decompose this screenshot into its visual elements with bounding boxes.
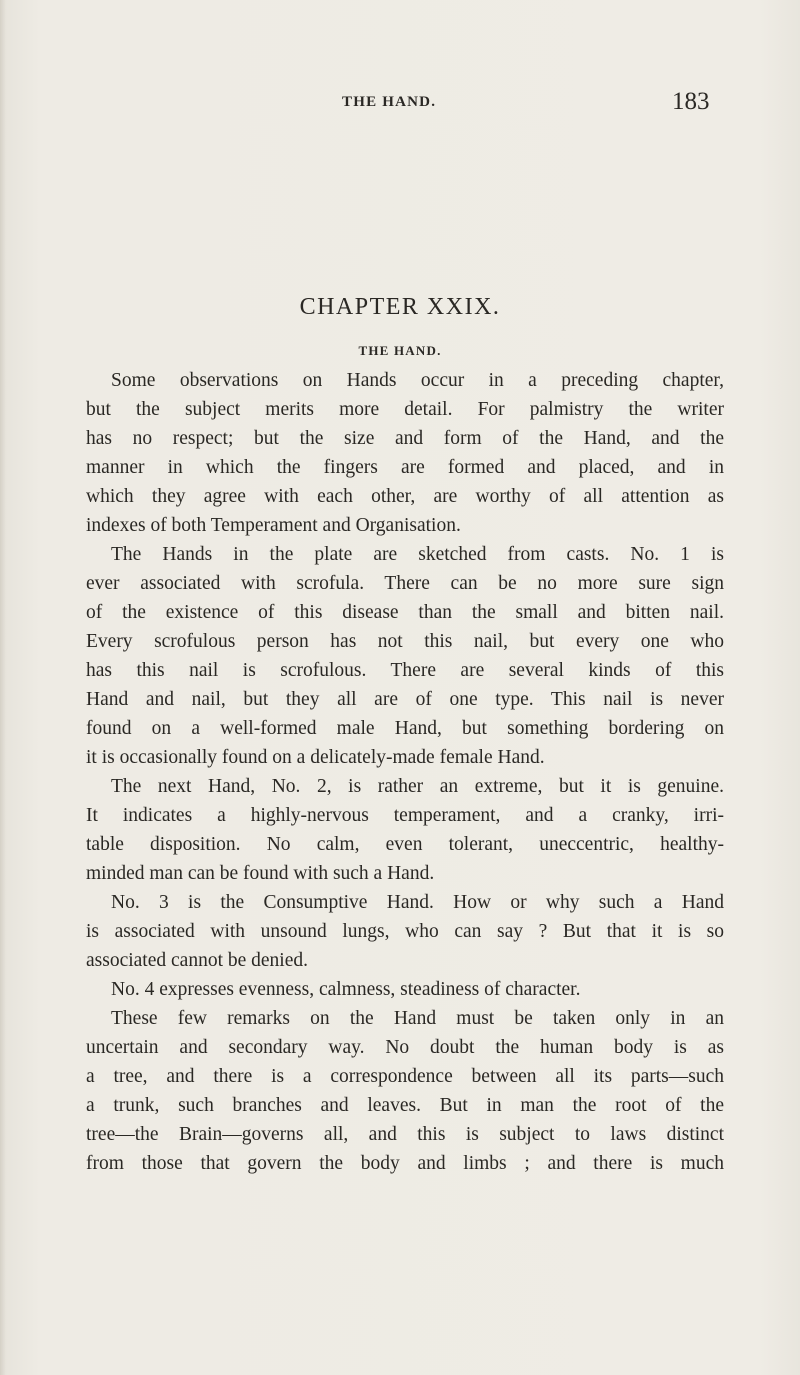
text-line: Some observations on Hands occur in a preceding chapter, bbox=[111, 370, 724, 391]
text-line: a trunk, such branches and leaves. But in man the root of the bbox=[86, 1095, 724, 1116]
text-line: No. 3 is the Consumptive Hand. How or why such a Hand bbox=[111, 892, 724, 913]
page-edge-shadow bbox=[0, 0, 6, 1375]
chapter-title: CHAPTER XXIX. bbox=[299, 294, 501, 320]
text-line: It indicates a highly-nervous temperament, and a cranky, irri- bbox=[86, 805, 724, 826]
text-line: No. 4 expresses evenness, calmness, steadiness of character. bbox=[111, 979, 581, 1000]
page-number: 183 bbox=[672, 88, 710, 115]
text-line: associated cannot be denied. bbox=[86, 950, 308, 971]
text-line: has this nail is scrofulous. There are several kinds of this bbox=[86, 660, 724, 681]
text-line: a tree, and there is a correspondence between all its parts—such bbox=[86, 1066, 724, 1087]
text-line: but the subject merits more detail. For palmistry the writer bbox=[86, 399, 724, 420]
body-text bbox=[86, 366, 724, 1178]
text-line: from those that govern the body and limbs ; and there is much bbox=[86, 1153, 724, 1174]
text-line: has no respect; but the size and form of the Hand, and the bbox=[86, 428, 724, 449]
running-title: THE HAND. bbox=[342, 94, 437, 110]
text-line: The next Hand, No. 2, is rather an extreme, but it is genuine. bbox=[111, 776, 724, 797]
text-line: found on a well-formed male Hand, but something bordering on bbox=[86, 718, 724, 739]
chapter-subtitle: THE HAND. bbox=[358, 343, 442, 358]
text-line: The Hands in the plate are sketched from casts. No. 1 is bbox=[111, 544, 724, 565]
text-line: of the existence of this disease than the small and bitten nail. bbox=[86, 602, 724, 623]
text-line: table disposition. No calm, even tolerant, uneccentric, healthy- bbox=[86, 834, 724, 855]
text-line: Every scrofulous person has not this nail, but every one who bbox=[86, 631, 724, 652]
text-line: tree—the Brain—governs all, and this is subject to laws distinct bbox=[86, 1124, 724, 1145]
running-head bbox=[342, 88, 742, 128]
text-line: manner in which the fingers are formed and placed, and in bbox=[86, 457, 724, 478]
text-line: it is occasionally found on a delicately-made female Hand. bbox=[86, 747, 545, 768]
text-line: Hand and nail, but they all are of one type. This nail is never bbox=[86, 689, 724, 710]
text-line: which they agree with each other, are worthy of all attention as bbox=[86, 486, 724, 507]
text-line: ever associated with scrofula. There can be no more sure sign bbox=[86, 573, 724, 594]
text-line: is associated with unsound lungs, who can say ? But that it is so bbox=[86, 921, 724, 942]
text-line: indexes of both Temperament and Organisation. bbox=[86, 515, 461, 536]
text-line: uncertain and secondary way. No doubt the human body is as bbox=[86, 1037, 724, 1058]
text-line: minded man can be found with such a Hand. bbox=[86, 863, 435, 884]
text-line: These few remarks on the Hand must be taken only in an bbox=[111, 1008, 724, 1029]
